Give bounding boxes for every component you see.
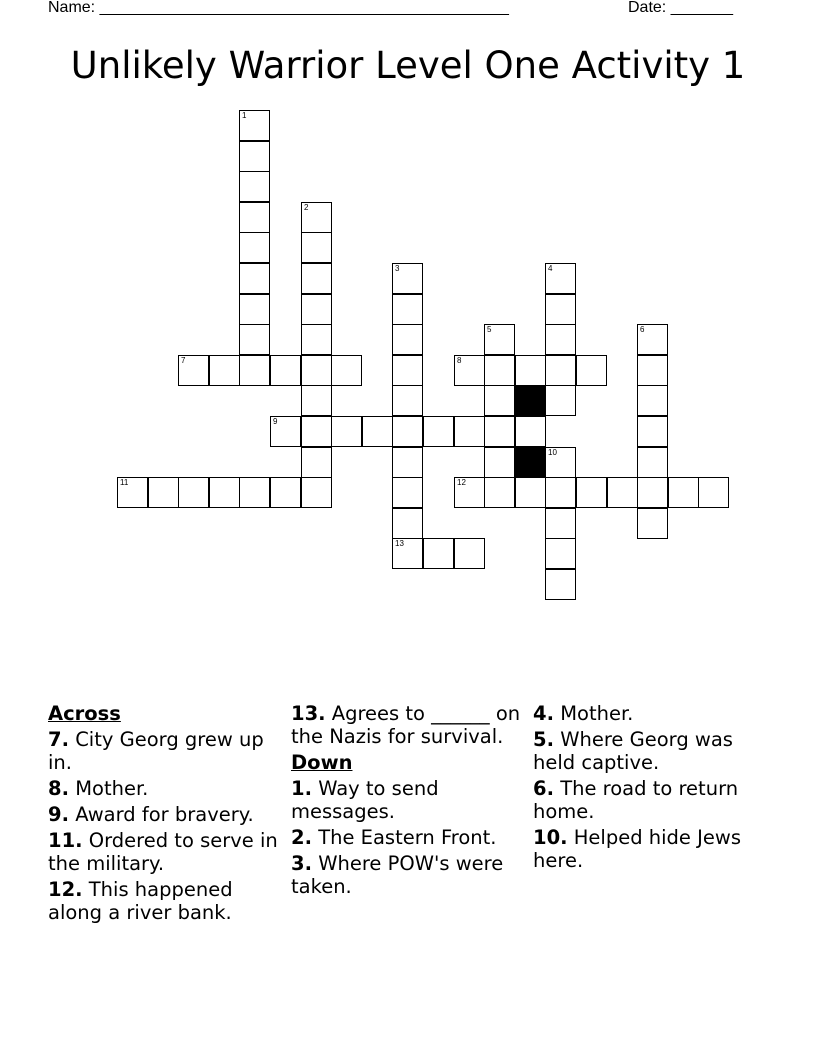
clue-down-1 <box>291 777 526 823</box>
clue-number-label: 3 <box>395 264 400 273</box>
crossword-cell[interactable] <box>576 355 607 386</box>
crossword-cell[interactable] <box>454 355 485 386</box>
crossword-cell[interactable] <box>637 416 668 447</box>
crossword-cell[interactable] <box>392 385 423 416</box>
crossword-cell[interactable] <box>209 477 240 508</box>
crossword-cell[interactable] <box>484 355 515 386</box>
crossword-cell[interactable] <box>392 355 423 386</box>
clue-number: 12. <box>48 878 83 901</box>
clue-number-label: 9 <box>273 417 278 426</box>
crossword-cell[interactable] <box>484 385 515 416</box>
clue-text: Award for bravery. <box>75 803 254 826</box>
clue-number-label: 1 <box>242 111 247 120</box>
crossword-cell[interactable] <box>392 477 423 508</box>
clue-number-label: 11 <box>120 478 129 487</box>
crossword-cell[interactable] <box>270 416 301 447</box>
clue-text: Ordered to serve in the military. <box>48 829 278 875</box>
clue-text: The road to return home. <box>533 777 739 823</box>
crossword-cell[interactable] <box>392 263 423 294</box>
clue-number-label: 8 <box>457 356 462 365</box>
clue-across-11 <box>48 829 283 875</box>
clue-number-label: 5 <box>487 325 492 334</box>
clue-text: Where POW's were taken. <box>291 852 504 898</box>
crossword-cell[interactable] <box>239 171 270 202</box>
clue-text: The Eastern Front. <box>318 826 497 849</box>
crossword-cell[interactable] <box>545 385 576 416</box>
crossword-cell[interactable] <box>545 447 576 478</box>
crossword-cell[interactable] <box>545 569 576 600</box>
clue-number-label: 4 <box>548 264 553 273</box>
crossword-cell[interactable] <box>545 477 576 508</box>
crossword-cell[interactable] <box>239 355 270 386</box>
crossword-cell[interactable] <box>637 477 668 508</box>
clue-down-10 <box>533 826 768 872</box>
crossword-cell[interactable] <box>637 508 668 539</box>
clue-column-3 <box>533 702 768 875</box>
crossword-cell[interactable] <box>239 141 270 172</box>
crossword-cell[interactable] <box>637 385 668 416</box>
clue-number: 6. <box>533 777 554 800</box>
crossword-cell[interactable] <box>301 324 332 355</box>
crossword-cell[interactable] <box>392 538 423 569</box>
clue-text: Mother. <box>75 777 149 800</box>
crossword-cell[interactable] <box>301 232 332 263</box>
crossword-black-cell <box>515 385 546 416</box>
clue-number: 1. <box>291 777 312 800</box>
clue-column-1 <box>48 702 283 927</box>
clue-down-4 <box>533 702 768 725</box>
crossword-cell[interactable] <box>637 355 668 386</box>
crossword-cell[interactable] <box>301 416 332 447</box>
clue-text: Mother. <box>560 702 634 725</box>
clue-down-5 <box>533 728 768 774</box>
crossword-cell[interactable] <box>576 477 607 508</box>
crossword-cell[interactable] <box>239 110 270 141</box>
clue-text: Helped hide Jews here. <box>533 826 741 872</box>
crossword-cell[interactable] <box>392 416 423 447</box>
crossword-cell[interactable] <box>454 416 485 447</box>
clue-number-label: 12 <box>457 478 466 487</box>
clue-text: This happened along a river bank. <box>48 878 233 924</box>
clue-across-13 <box>291 702 526 748</box>
clue-down-3 <box>291 852 526 898</box>
crossword-cell[interactable] <box>515 477 546 508</box>
crossword-cell[interactable] <box>545 324 576 355</box>
crossword-cell[interactable] <box>392 447 423 478</box>
crossword-cell[interactable] <box>362 416 393 447</box>
crossword-cell[interactable] <box>270 355 301 386</box>
crossword-cell[interactable] <box>239 294 270 325</box>
crossword-cell[interactable] <box>392 324 423 355</box>
clue-number: 9. <box>48 803 69 826</box>
crossword-cell[interactable] <box>392 294 423 325</box>
crossword-cell[interactable] <box>301 385 332 416</box>
crossword-cell[interactable] <box>484 324 515 355</box>
crossword-cell[interactable] <box>301 202 332 233</box>
clue-number: 7. <box>48 728 69 751</box>
crossword-cell[interactable] <box>331 355 362 386</box>
crossword-cell[interactable] <box>545 294 576 325</box>
crossword-cell[interactable] <box>454 538 485 569</box>
crossword-cell[interactable] <box>239 324 270 355</box>
clue-number: 4. <box>533 702 554 725</box>
crossword-cell[interactable] <box>637 447 668 478</box>
crossword-cell[interactable] <box>148 477 179 508</box>
crossword-black-cell <box>515 447 546 478</box>
clue-number-label: 2 <box>304 203 309 212</box>
crossword-cell[interactable] <box>545 263 576 294</box>
crossword-cell[interactable] <box>209 355 240 386</box>
crossword-cell[interactable] <box>301 477 332 508</box>
crossword-cell[interactable] <box>698 477 729 508</box>
crossword-cell[interactable] <box>301 294 332 325</box>
crossword-cell[interactable] <box>515 416 546 447</box>
crossword-cell[interactable] <box>423 538 454 569</box>
clue-across-8 <box>48 777 283 800</box>
crossword-cell[interactable] <box>454 477 485 508</box>
crossword-cell[interactable] <box>178 477 209 508</box>
clue-number-label: 6 <box>640 325 645 334</box>
clue-across-12 <box>48 878 283 924</box>
crossword-cell[interactable] <box>239 477 270 508</box>
date-field-label[interactable]: Date: _______ <box>628 0 733 16</box>
name-field-label[interactable]: Name: ______________________________________________ <box>48 0 509 16</box>
clue-number: 13. <box>291 702 326 725</box>
clue-down-6 <box>533 777 768 823</box>
clue-number-label: 7 <box>181 356 186 365</box>
crossword-cell[interactable] <box>423 416 454 447</box>
crossword-cell[interactable] <box>239 232 270 263</box>
across-heading: Across <box>48 702 121 725</box>
crossword-cell[interactable] <box>484 477 515 508</box>
crossword-cell[interactable] <box>607 477 638 508</box>
clue-number: 10. <box>533 826 568 849</box>
down-heading: Down <box>291 751 353 774</box>
crossword-cell[interactable] <box>484 447 515 478</box>
clue-text: Agrees to ______ on the Nazis for survival. <box>291 702 521 748</box>
crossword-cell[interactable] <box>637 324 668 355</box>
crossword-cell[interactable] <box>270 477 301 508</box>
clue-text: Way to send messages. <box>291 777 439 823</box>
crossword-cell[interactable] <box>117 477 148 508</box>
crossword-cell[interactable] <box>331 416 362 447</box>
crossword-cell[interactable] <box>515 355 546 386</box>
crossword-cell[interactable] <box>545 538 576 569</box>
crossword-cell[interactable] <box>301 263 332 294</box>
page-title: Unlikely Warrior Level One Activity 1 <box>70 44 746 87</box>
crossword-cell[interactable] <box>668 477 699 508</box>
clue-number: 11. <box>48 829 83 852</box>
clue-text: Where Georg was held captive. <box>533 728 733 774</box>
clue-across-7 <box>48 728 283 774</box>
clue-number: 5. <box>533 728 554 751</box>
clue-down-2 <box>291 826 526 849</box>
clue-number-label: 13 <box>395 539 404 548</box>
clue-column-2 <box>291 702 526 901</box>
crossword-cell[interactable] <box>239 202 270 233</box>
crossword-cell[interactable] <box>239 263 270 294</box>
clue-across-9 <box>48 803 283 826</box>
crossword-cell[interactable] <box>301 355 332 386</box>
clue-number: 2. <box>291 826 312 849</box>
clue-number: 3. <box>291 852 312 875</box>
crossword-cell[interactable] <box>545 355 576 386</box>
crossword-cell[interactable] <box>392 508 423 539</box>
crossword-cell[interactable] <box>484 416 515 447</box>
clue-text: City Georg grew up in. <box>48 728 264 774</box>
clue-number: 8. <box>48 777 69 800</box>
crossword-cell[interactable] <box>178 355 209 386</box>
crossword-cell[interactable] <box>301 447 332 478</box>
clue-number-label: 10 <box>548 448 557 457</box>
crossword-cell[interactable] <box>545 508 576 539</box>
